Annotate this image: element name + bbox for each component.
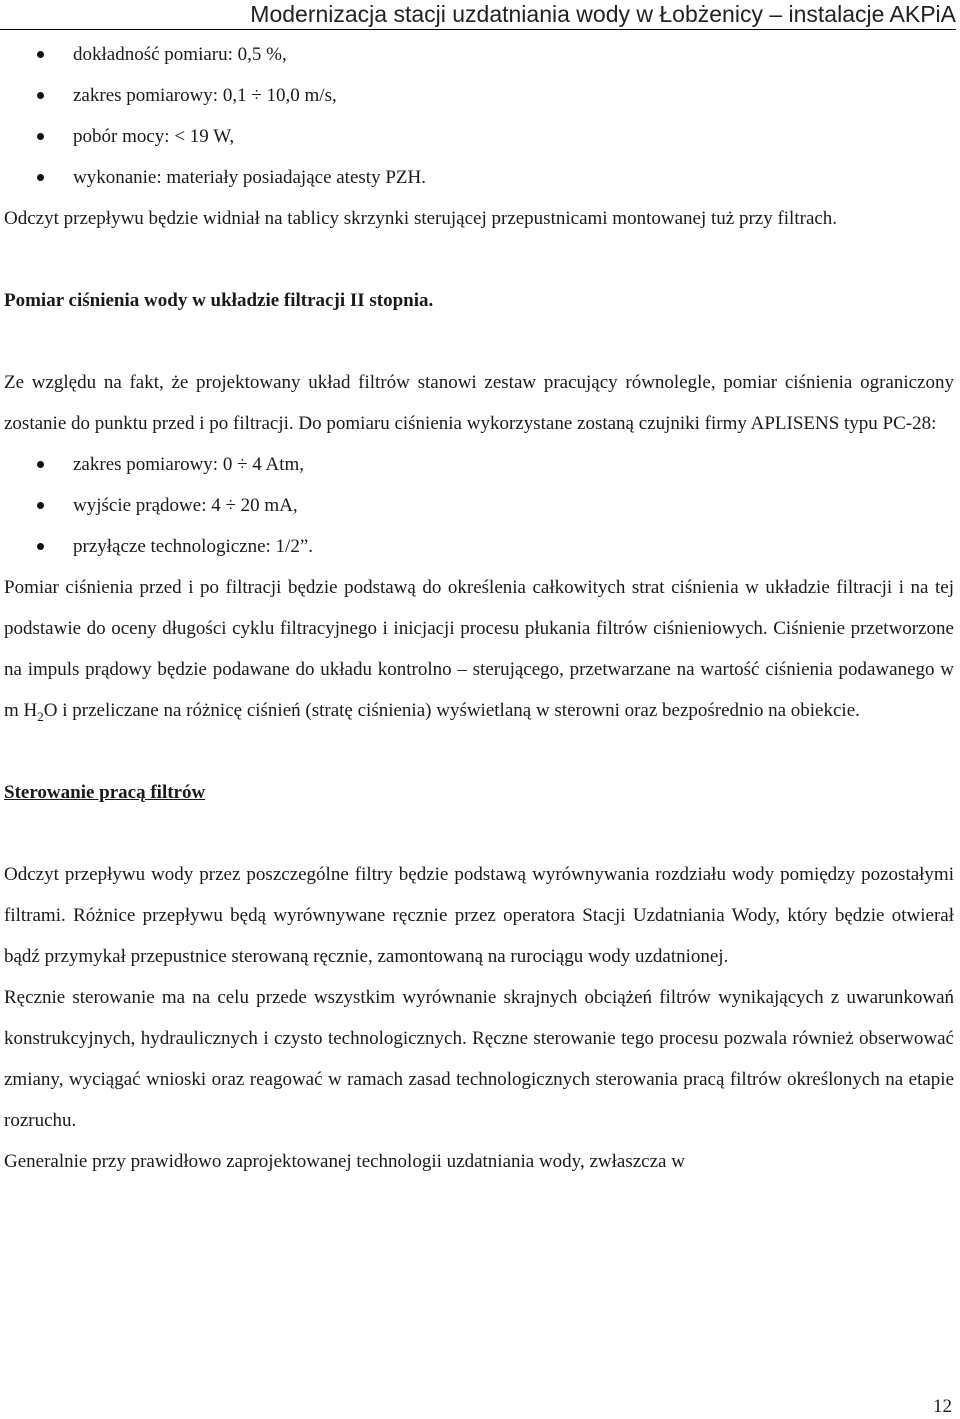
- paragraph-pressure-sensors: Ze względu na fakt, że projektowany układ filtrów stanowi zestaw pracujący równolegle, pomiar ciśnienia ograniczony zostanie do punktu przed i po filtracji. Do pomiaru ciśnienia wykorzystane zostaną czujniki firmy APLISENS typu PC-28:: [4, 372, 954, 434]
- subscript: 2: [37, 708, 44, 724]
- document-body: [4, 34, 954, 1182]
- paragraph-flow-readout: Odczyt przepływu będzie widniał na tablicy skrzynki sterującej przepustnicami montowanej tuż przy filtrach.: [4, 208, 838, 229]
- paragraph-pressure-losses: [4, 567, 954, 731]
- paragraph-text: O i przeliczane na różnicę ciśnień (stratę ciśnienia) wyświetlaną w sterowni oraz bezpośrednio na obiekcie.: [43, 700, 860, 721]
- paragraph-text: Pomiar ciśnienia przed i po filtracji będzie podstawą do określenia całkowitych strat ciśnienia w układzie filtracji i na tej podstawie do oceny długości cyklu filtracyjnego i inicjacji procesu płukania filtrów ciśnieniowych. Ciśnienie przetworzone na impuls prądowy będzie podawane do układu kontrolno – sterującego, przetwarzane na wartość ciśnienia podawanego w m H: [4, 577, 954, 721]
- running-header: Modernizacja stacji uzdatniania wody w Łobżenicy – instalacje AKPiA: [0, 0, 956, 30]
- section-heading-filter-control: Sterowanie pracą filtrów: [4, 782, 206, 803]
- pressure-spec-list: [4, 444, 954, 567]
- sensor-spec-list: [4, 34, 954, 198]
- paragraph-manual-control: Ręcznie sterowanie ma na celu przede wszystkim wyrównanie skrajnych obciążeń filtrów wynikających z uwarunkowań konstrukcyjnych, hydraulicznych i czysto technologicznych. Ręczne sterowanie tego procesu pozwala również obserwować zmiany, wyciągać wnioski oraz reagować w ramach zasad technologicznych sterowania pracą filtrów określonych na etapie rozruchu.: [4, 987, 954, 1131]
- list-item: wykonanie: materiały posiadające atesty PZH.: [4, 157, 954, 198]
- list-item: wyjście prądowe: 4 ÷ 20 mA,: [4, 485, 954, 526]
- list-item: dokładność pomiaru: 0,5 %,: [4, 34, 954, 75]
- page-number: 12: [933, 1396, 952, 1417]
- paragraph-generally: Generalnie przy prawidłowo zaprojektowanej technologii uzdatniania wody, zwłaszcza w: [4, 1151, 685, 1172]
- paragraph-flow-balancing: Odczyt przepływu wody przez poszczególne filtry będzie podstawą wyrównywania rozdziału wody pomiędzy pozostałymi filtrami. Różnice przepływu będą wyrównywane ręcznie przez operatora Stacji Uzdatniania Wody, który będzie otwierał bądź przymykał przepustnice sterowaną ręcznie, zamontowaną na rurociągu wody uzdatnionej.: [4, 864, 954, 967]
- list-item: pobór mocy: < 19 W,: [4, 116, 954, 157]
- list-item: zakres pomiarowy: 0 ÷ 4 Atm,: [4, 444, 954, 485]
- list-item: zakres pomiarowy: 0,1 ÷ 10,0 m/s,: [4, 75, 954, 116]
- section-heading-pressure: Pomiar ciśnienia wody w układzie filtracji II stopnia.: [4, 290, 434, 311]
- list-item: przyłącze technologiczne: 1/2”.: [4, 526, 954, 567]
